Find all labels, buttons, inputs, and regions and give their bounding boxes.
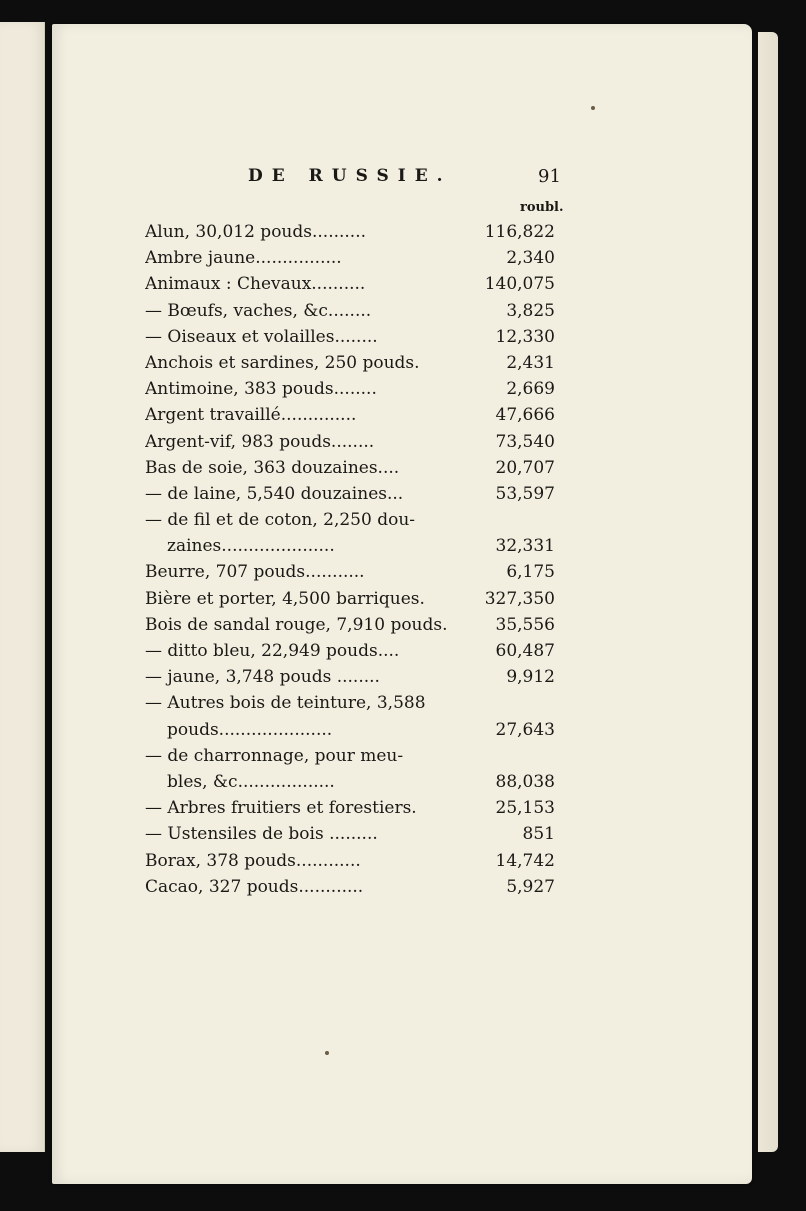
item-value: 35,556 — [495, 614, 555, 635]
item-label: Animaux : Chevaux.......... — [145, 274, 366, 295]
item-label: Anchois et sardines, 250 pouds. — [145, 352, 420, 373]
item-value: 12,330 — [495, 326, 555, 347]
item-label: Beurre, 707 pouds........... — [145, 562, 365, 583]
page-number: 91 — [538, 166, 561, 187]
item-value: 73,540 — [495, 431, 555, 452]
item-label: Cacao, 327 pouds............ — [145, 876, 364, 897]
item-label: — de charronnage, pour meu- — [145, 745, 404, 766]
list-row — [145, 376, 555, 402]
paper-spot — [325, 1051, 329, 1055]
import-list — [145, 219, 555, 900]
item-label: pouds..................... — [167, 719, 333, 740]
item-value: 116,822 — [484, 222, 555, 242]
list-row — [145, 769, 555, 795]
item-value: 32,331 — [495, 536, 555, 557]
item-label: — Arbres fruitiers et forestiers. — [145, 798, 417, 819]
item-value: 60,487 — [495, 641, 555, 661]
item-label: Borax, 378 pouds............ — [145, 850, 361, 871]
item-label: Bière et porter, 4,500 barriques. — [145, 588, 425, 609]
list-row — [145, 690, 555, 716]
currency-unit-label: roubl. — [520, 200, 564, 215]
paper-spot — [591, 106, 595, 110]
item-value: 88,038 — [495, 771, 555, 792]
list-row — [145, 821, 555, 847]
list-row — [145, 612, 555, 638]
list-row — [145, 874, 555, 900]
item-label: Alun, 30,012 pouds.......... — [145, 222, 367, 242]
list-row — [145, 429, 555, 455]
item-value: 20,707 — [495, 457, 555, 478]
item-value: 5,927 — [506, 876, 555, 897]
list-row — [145, 795, 555, 821]
item-label: — Bœufs, vaches, &c........ — [145, 300, 372, 321]
item-value: 53,597 — [495, 483, 555, 504]
item-label: — Ustensiles de bois ......... — [145, 824, 378, 845]
item-value: 6,175 — [506, 562, 555, 583]
item-label: Antimoine, 383 pouds........ — [145, 379, 377, 400]
item-label: — de laine, 5,540 douzaines... — [145, 483, 404, 504]
item-label: Ambre jaune................ — [145, 248, 342, 269]
page-header — [0, 166, 806, 196]
item-label: Bois de sandal rouge, 7,910 pouds. — [145, 614, 448, 635]
item-label: Argent travaillé.............. — [145, 405, 357, 426]
item-value: 14,742 — [495, 850, 555, 871]
item-value: 851 — [522, 824, 555, 845]
item-value: 2,340 — [506, 248, 555, 269]
list-row — [145, 533, 555, 559]
running-head: DE RUSSIE. — [248, 166, 452, 186]
item-label: zaines..................... — [167, 536, 335, 557]
list-row — [145, 298, 555, 324]
list-row — [145, 455, 555, 481]
item-value: 2,431 — [506, 352, 555, 373]
item-label: — Autres bois de teinture, 3,588 — [145, 693, 426, 714]
list-row — [145, 271, 555, 297]
page-stack-edge — [758, 32, 778, 1152]
item-value: 327,350 — [484, 588, 555, 609]
list-row — [145, 481, 555, 507]
item-value: 9,912 — [506, 667, 555, 688]
list-row — [145, 664, 555, 690]
list-row — [145, 245, 555, 271]
item-label: — Oiseaux et volailles........ — [145, 326, 378, 347]
item-value: 27,643 — [495, 719, 555, 740]
list-row — [145, 848, 555, 874]
list-row — [145, 717, 555, 743]
item-label: — ditto bleu, 22,949 pouds.... — [145, 641, 400, 661]
list-row — [145, 402, 555, 428]
item-label: bles, &c.................. — [167, 771, 335, 792]
list-row — [145, 586, 555, 612]
item-label: — de fil et de coton, 2,250 dou- — [145, 510, 416, 531]
list-row — [145, 507, 555, 533]
item-value: 25,153 — [495, 798, 555, 819]
item-label: — jaune, 3,748 pouds ........ — [145, 667, 380, 688]
list-row — [145, 324, 555, 350]
item-value: 140,075 — [484, 274, 555, 295]
list-row — [145, 743, 555, 769]
item-value: 2,669 — [506, 379, 555, 400]
list-row — [145, 219, 555, 245]
item-value: 47,666 — [495, 405, 555, 426]
item-label: Argent-vif, 983 pouds........ — [145, 431, 375, 452]
list-row — [145, 350, 555, 376]
list-row — [145, 559, 555, 585]
item-value: 3,825 — [506, 300, 555, 321]
item-label: Bas de soie, 363 douzaines.... — [145, 457, 400, 478]
list-row — [145, 638, 555, 664]
